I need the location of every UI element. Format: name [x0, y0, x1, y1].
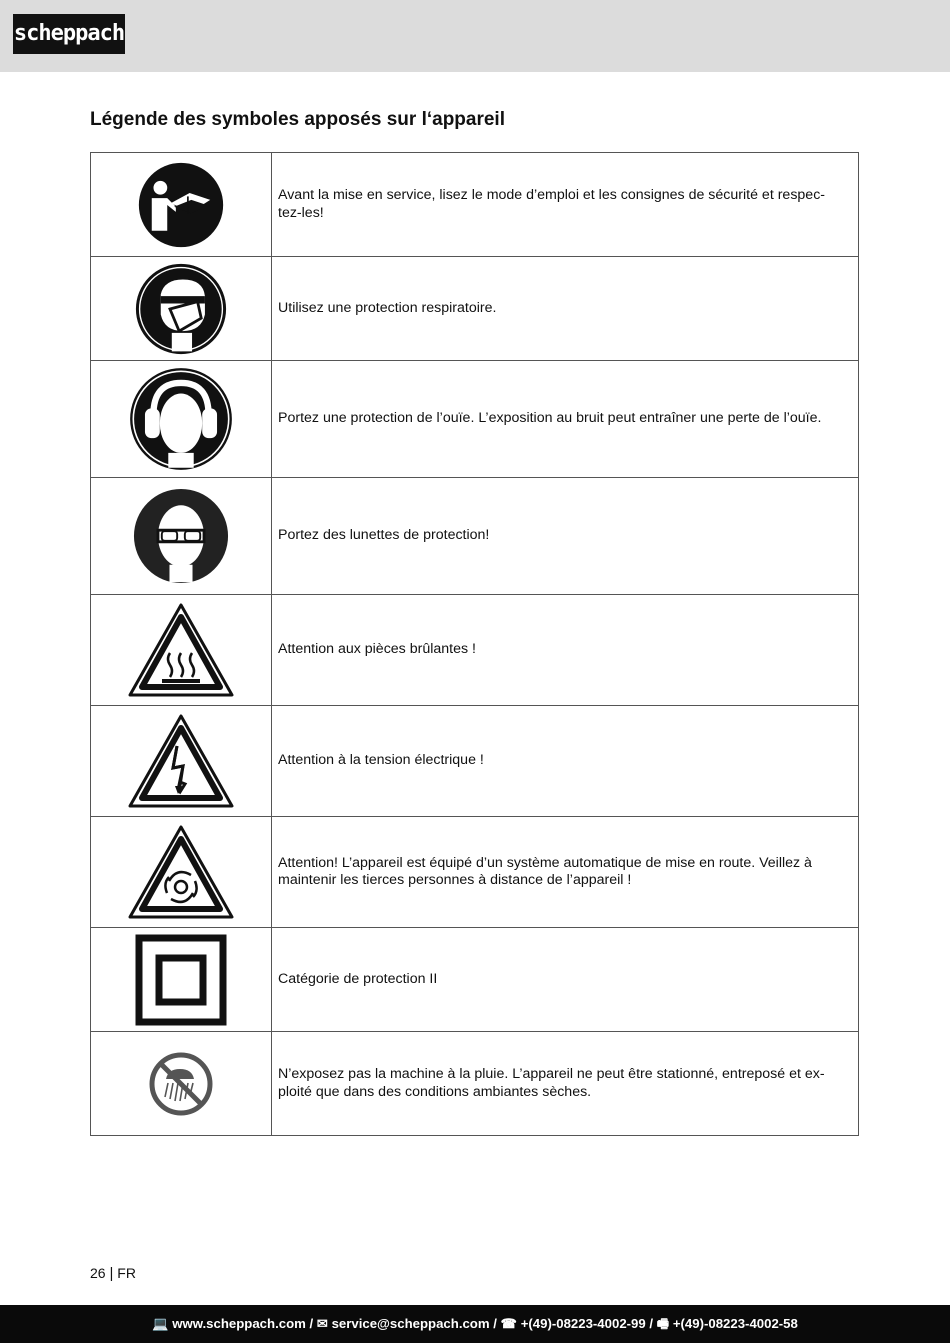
read-manual-icon	[138, 162, 224, 248]
footer-contact-bar: 💻 www.scheppach.com / ✉ service@scheppach.com / ☎ +(49)-08223-4002-99 / 🖷 +(49)-08223-4002-58	[0, 1305, 950, 1343]
table-row	[91, 153, 859, 257]
description-cell: Utilisez une protection respiratoire.	[272, 257, 859, 361]
hot-surface-warning-icon	[126, 601, 236, 699]
fax-number: +(49)-08223-4002-58	[672, 1316, 798, 1331]
fax-icon: 🖷	[656, 1316, 670, 1331]
page-language: FR	[117, 1265, 136, 1281]
electric-voltage-warning-icon	[126, 712, 236, 810]
envelope-icon: ✉	[316, 1316, 328, 1331]
symbol-cell	[91, 1032, 272, 1136]
description-cell: Attention! L’appareil est équipé d’un système automatique de mise en route. Veillez à maintenir les tierces personnes à distance de l’appareil !	[272, 817, 859, 928]
page-number-value: 26	[90, 1265, 106, 1281]
symbol-cell	[91, 817, 272, 928]
description-cell: Avant la mise en service, lisez le mode d’emploi et les consignes de sécurité et respec-tez-les!	[272, 153, 859, 257]
scheppach-logo: scheppach	[13, 14, 125, 54]
ear-protection-icon	[128, 366, 234, 472]
table-row	[91, 817, 859, 928]
description-cell: Catégorie de protection II	[272, 928, 859, 1032]
protection-class-ii-icon	[135, 934, 227, 1026]
table-row	[91, 361, 859, 478]
phone-number: +(49)-08223-4002-99	[520, 1316, 646, 1331]
symbol-cell	[91, 928, 272, 1032]
table-row	[91, 928, 859, 1032]
page-title: Légende des symboles apposés sur l‘appareil	[90, 109, 505, 130]
table-row	[91, 1032, 859, 1136]
symbol-cell	[91, 478, 272, 595]
description-cell: Attention aux pièces brûlantes !	[272, 595, 859, 706]
safety-goggles-icon	[133, 488, 229, 584]
description-cell: Portez une protection de l’ouïe. L’exposition au bruit peut entraîner une perte de l’ouïe.	[272, 361, 859, 478]
symbol-cell	[91, 595, 272, 706]
computer-icon: 💻	[152, 1316, 169, 1331]
symbol-cell	[91, 153, 272, 257]
no-rain-icon	[148, 1051, 214, 1117]
description-cell: Attention à la tension électrique !	[272, 706, 859, 817]
symbol-legend-table	[90, 152, 859, 1136]
description-cell: Portez des lunettes de protection!	[272, 478, 859, 595]
table-row	[91, 257, 859, 361]
header-bar	[0, 0, 950, 72]
automatic-start-warning-icon	[126, 823, 236, 921]
table-row	[91, 706, 859, 817]
symbol-cell	[91, 257, 272, 361]
table-row	[91, 595, 859, 706]
symbol-cell	[91, 706, 272, 817]
email-link[interactable]: service@scheppach.com	[331, 1316, 490, 1331]
respirator-icon	[135, 263, 227, 355]
phone-icon: ☎	[500, 1316, 518, 1331]
table-row	[91, 478, 859, 595]
page-number: 26 | FR	[90, 1265, 136, 1282]
symbol-cell	[91, 361, 272, 478]
website-link[interactable]: www.scheppach.com	[172, 1316, 306, 1331]
description-cell: N’exposez pas la machine à la pluie. L’appareil ne peut être stationné, entreposé et ex-ploité que dans des conditions ambiantes sèches.	[272, 1032, 859, 1136]
